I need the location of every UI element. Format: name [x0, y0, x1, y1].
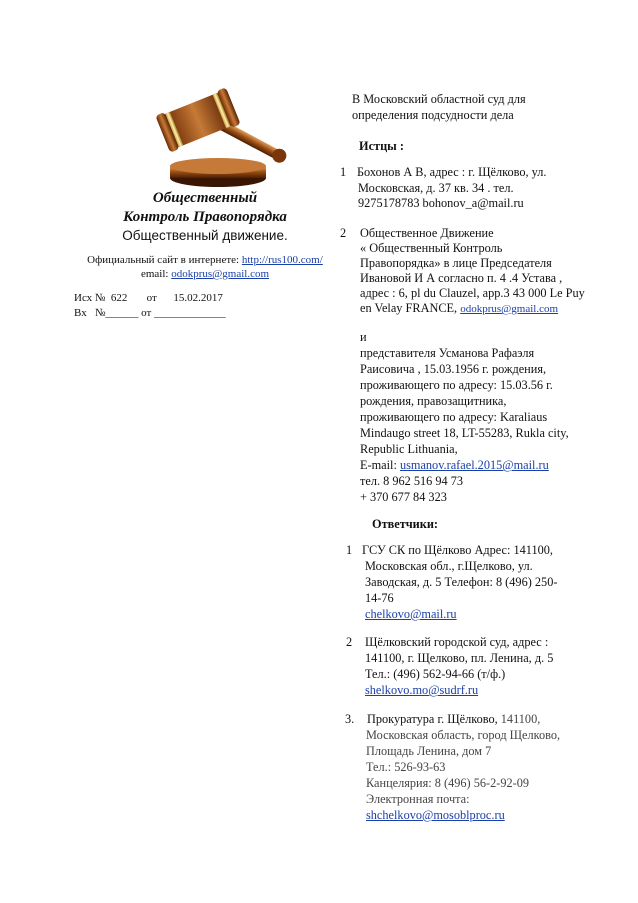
plaintiff-2-number: 2 [340, 226, 347, 240]
representative-phone-2: + 370 677 84 323 [360, 490, 447, 504]
recipient-line1: В Московский областной суд для [352, 92, 526, 106]
representative-line: Mindaugo street 18, LT-55283, Rukla city, [360, 426, 569, 440]
defendant-1-number: 1 [346, 543, 353, 557]
defendant-3-line: Электронная почта: [366, 792, 470, 806]
org-name-line1: Общественный [152, 190, 258, 206]
defendant-1-line: Заводская, д. 5 Телефон: 8 (496) 250- [365, 575, 558, 589]
representative-email-link[interactable]: usmanov.rafael.2015@mail.ru [399, 458, 549, 472]
and-connector: и [360, 330, 367, 344]
plaintiff-2-last-line [360, 301, 558, 318]
representative-line: проживающего по адресу: Karaliaus [360, 410, 548, 424]
defendant-3-number: 3. [345, 712, 355, 726]
email-label: email: [140, 268, 172, 280]
defendant-3-email-link[interactable]: shchelkovo@mosoblproc.ru [366, 808, 505, 822]
plaintiff-2-email-link[interactable]: odokprus@gmail.com [460, 303, 559, 315]
representative-line: представителя Усманова Рафаэля [360, 346, 535, 360]
site-line [40, 254, 370, 266]
email-link[interactable]: odokprus@gmail.com [171, 268, 270, 280]
gavel-icon [148, 80, 288, 190]
site-label: Официальный сайт в интернете: [87, 254, 242, 266]
incoming-number: Вх №______ от _____________ [74, 307, 226, 319]
representative-email-line [360, 458, 549, 474]
representative-line: Раисовича , 15.03.1956 г. рождения, [360, 362, 547, 376]
defendant-3-first-line [367, 712, 540, 728]
defendant-3-line: Московская область, город Щелково, [366, 728, 561, 742]
defendant-2-line: Щёлковский городской суд, адрес : [365, 635, 549, 649]
plaintiffs-heading: Истцы : [359, 139, 404, 153]
defendant-1-line: Московская обл., г.Щелково, ул. [365, 559, 533, 573]
plaintiff-2-line: « Общественный Контроль [360, 241, 503, 255]
org-name-line2: Контроль Правопорядка [123, 209, 287, 225]
representative-email-label: E-mail: [360, 458, 400, 472]
defendant-3-postcode: 141100, [500, 712, 541, 726]
representative-line: проживающего по адресу: 15.03.56 г. [360, 378, 553, 392]
defendant-1-email-link[interactable]: chelkovo@mail.ru [365, 607, 457, 621]
plaintiff-1-line: 9275178783 bohonov_a@mail.ru [358, 196, 524, 210]
plaintiff-2-line: адрес : 6, pl du Clauzel, app.3 43 000 Le Puy [360, 286, 585, 300]
defendant-2-line: Тел.: (496) 562-94-66 (т/ф.) [365, 667, 506, 681]
plaintiff-2-line: Общественное Движение [360, 226, 494, 240]
defendant-3-line: Площадь Ленина, дом 7 [366, 744, 492, 758]
defendant-2-line: 141100, г. Щелково, пл. Ленина, д. 5 [365, 651, 554, 665]
defendant-3-line: Канцелярия: 8 (496) 56-2-92-09 [366, 776, 530, 790]
plaintiff-2-line: Правопорядка» в лице Председателя [360, 256, 552, 270]
outgoing-number: Исх № 622 от 15.02.2017 [74, 292, 223, 304]
site-link[interactable]: http://rus100.com/ [241, 254, 323, 266]
defendant-3-name: Прокуратура г. Щёлково, [367, 712, 501, 726]
representative-line: рождения, правозащитника, [360, 394, 507, 408]
defendant-3-line: Тел.: 526-93-63 [366, 760, 446, 774]
defendant-2-email-link[interactable]: shelkovo.mo@sudrf.ru [365, 683, 479, 697]
representative-phone-1: тел. 8 962 516 94 73 [360, 474, 464, 488]
plaintiff-2-line: Ивановой И А согласно п. 4 .4 Устава , [360, 271, 563, 285]
defendant-1-line: ГСУ СК по Щёлково Адрес: 141100, [362, 543, 553, 557]
plaintiff-1-line: Бохонов А В, адрес : г. Щёлково, ул. [357, 165, 547, 179]
org-type: Общественный движение. [122, 228, 288, 243]
plaintiff-1-line: Московская, д. 37 кв. 34 . тел. [358, 181, 514, 195]
defendants-heading: Ответчики: [372, 517, 439, 531]
representative-line: Republic Lithuania, [360, 442, 458, 456]
defendant-1-line: 14-76 [365, 591, 394, 605]
defendant-2-number: 2 [346, 635, 353, 649]
recipient-line2: определения подсудности дела [352, 108, 514, 122]
plaintiff-1-number: 1 [340, 165, 347, 179]
email-line [40, 268, 370, 280]
plaintiff-2-address-end: en Velay FRANCE, [360, 301, 461, 315]
